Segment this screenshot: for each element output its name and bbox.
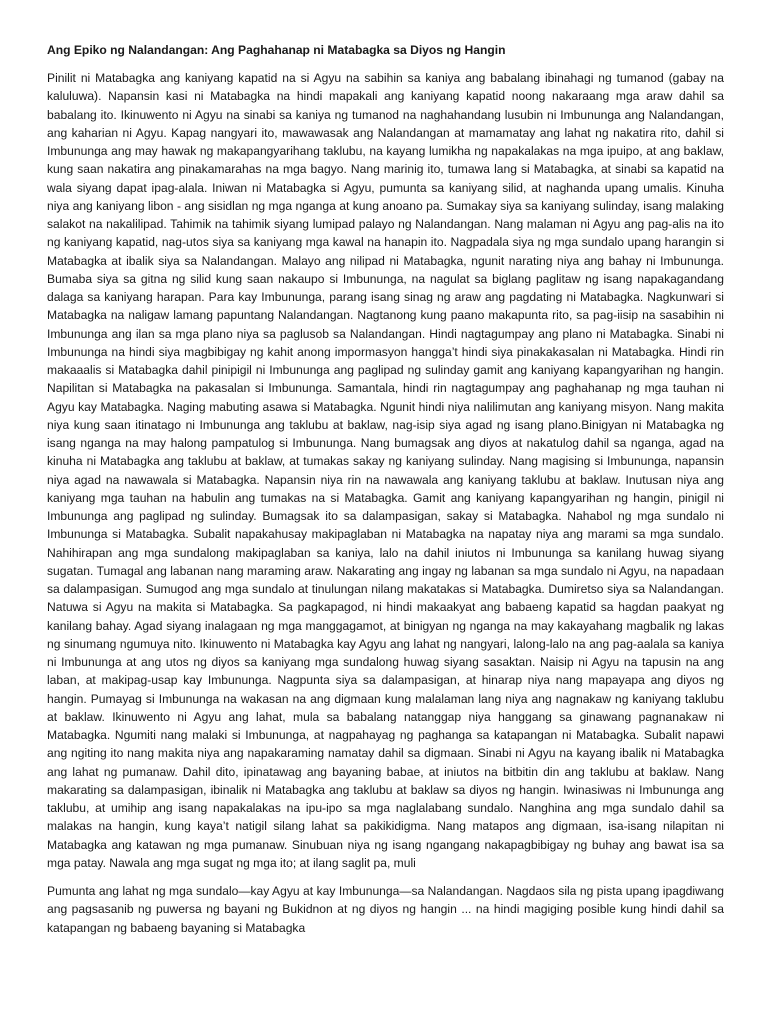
document-page — [47, 41, 724, 947]
paragraph-main: Pinilit ni Matabagka ang kaniyang kapatid na si Agyu na sabihin sa kaniya ang babalang ibinahagi ng tumanod (gabay na kaluluwa). Napansin kasi ni Matabagka na hindi mapakali ang kaniyang kapatid noong nakaraang mga araw dahil sa babalang ito. Ikinuwento ni Agyu na sinabi sa kaniya ng tumanod na naghahandang lusubin ni Imbununga ang Nalandangan, ang kaharian ni Agyu. Kapag nangyari ito, mawawasak ang Nalandangan at mamamatay ang lahat ng nakatira rito, dahil si Imbununga ang may hawak ng makapangyarihang taklubu, na kayang lumikha ng napakalakas na mga ipuipo, at ang baklaw, kung saan nakatira ang pinakamarahas na mga bagyo. Nang marinig ito, tumawa lang si Matabagka, at sinabi sa kapatid na wala siyang dapat ipag-alala. Iniwan ni Matabagka si Agyu, pumunta sa kaniyang silid, at naghanda upang umalis. Kinuha niya ang kaniyang libon - ang sisidlan ng mga nganga at kung anoano pa. Sumakay siya sa kaniyang sulinday, isang malaking salakot na nakalilipad. Tahimik na tahimik siyang lumipad palayo ng Nalandangan. Nang malaman ni Agyu ang pag-alis na ito ng kaniyang kapatid, nag-utos siya sa kaniyang mga kawal na hanapin ito. Nagpadala siya ng mga sundalo upang harangin si Matabagka at ibalik siya sa Nalandangan. Malayo ang nilipad ni Matabagka, ngunit narating niya ang bahay ni Imbununga. Bumaba siya sa gitna ng silid kung saan nakaupo si Imbununga, na nagulat sa biglang paglitaw ng isang napakagandang dalaga sa kaniyang harapan. Para kay Imbununga, parang isang sinag ng araw ang pagdating ni Matabagka. Nagkunwari si Matabagka na naligaw lamang papuntang Nalandangan. Nagtanong kung paano makapunta rito, sa pag-iisip na sasabihin ni Imbununga ang ilan sa mga plano niya sa paglusob sa Nalandangan. Hindi nagtagumpay ang plano ni Matabagka. Sinabi ni Imbununga na hindi siya magbibigay ng kahit anong impormasyon hangga’t hindi siya pinakakasalan ni Matabagka. Hindi rin makaaalis si Matabagka dahil pinipigil ni Imbununga ang paglipad ng sulinday gamit ang kaniyang kapangyarihan ng hangin. Napilitan si Matabagka na pakasalan si Imbununga. Samantala, hindi rin nagtagumpay ang paghahanap ng mga tauhan ni Agyu kay Matabagka. Naging mabuting asawa si Matabagka. Ngunit hindi niya nalilimutan ang kaniyang misyon. Nang makita niya kung saan itinatago ni Imbununga ang taklubu at baklaw, nag-isip siya agad ng isang plano.Binigyan ni Matabagka ng isang nganga na may halong pampatulog si Imbununga. Nang bumagsak ang diyos at nakatulog dahil sa nganga, agad na kinuha ni Matabagka ang taklubu at baklaw, at tumakas sakay ng kaniyang sulinday. Nang magising si Imbununga, napansin niya agad na nawawala si Matabagka. Napansin niya rin na nawawala ang kaniyang taklubu at baklaw. Inutusan niya ang kaniyang mga tauhan na habulin ang tumakas na si Matabagka. Gamit ang kaniyang kapangyarihan ng hangin, pinigil ni Imbununga ang paglipad ng sulinday. Bumagsak ito sa dalampasigan, sakay si Matabagka. Nahabol ng mga sundalo ni Imbununga si Matabagka. Subalit napakahusay makipaglaban ni Matabagka na napatay niya ang marami sa mga sundalo. Nahihirapan ang mga sundalong makipaglaban sa kaniya, lalo na dahil iniutos ni Imbununga sa kanilang huwag siyang sugatan. Tumagal ang labanan nang maraming araw. Nakarating ang ingay ng labanan sa mga sundalo ni Agyu, na napadaan sa dalampasigan. Sumugod ang mga sundalo at tinulungan nilang makatakas si Matabagka. Dumiretso siya sa Nalandangan. Natuwa si Agyu na makita si Matabagka. Sa pagkapagod, ni hindi makaakyat ang babaeng kapatid sa hagdan paakyat ng kanilang bahay. Agad siyang inalagaan ng mga manggagamot, at binigyan ng nganga na may kakayahang magbalik ng lakas ng sinumang ngumuya nito. Ikinuwento ni Matabagka kay Agyu ang lahat ng nangyari, lalong-lalo na ang pag-aalala sa kaniya ni Imbununga at ang utos ng diyos sa kaniyang mga sundalong huwag siyang sasaktan. Naisip ni Agyu na tapusin na ang laban, at makipag-usap kay Imbununga. Nagpunta siya sa dalampasigan, at hinarap niya nang mapayapa ang diyos ng hangin. Pumayag si Imbununga na wakasan na ang digmaan kung malalaman lang niya ang nagnakaw ng kaniyang taklubu at baklaw. Ikinuwento ni Agyu ang lahat, mula sa babalang natanggap niya hanggang sa ginawang pagnanakaw ni Matabagka. Ngumiti nang malaki si Imbununga, at nagpahayag ng paghanga sa katapangan ni Matabagka. Subalit napawi ang ngiting ito nang makita niya ang napakaraming namatay dahil sa digmaan. Sinabi ni Agyu na kayang ibalik ni Matabagka ang lahat ng pumanaw. Dahil dito, ipinatawag ang bayaning babae, at iniutos na bitbitin din ang taklubu at baklaw. Nang makarating sa dalampasigan, ibinalik ni Matabagka ang taklubu at baklaw sa diyos ng hangin. Iwinasiwas ni Imbununga ang taklubu, at umihip ang isang napakalakas na ipu-ipo sa mga naglalabang sundalo. Nanghina ang mga sundalo dahil sa malakas na hangin, kung kaya’t natigil silang lahat sa pakikidigma. Nang matapos ang digmaan, isa-isang nilapitan ni Matabagka ang katawan ng mga pumanaw. Sinubuan niya ng isang ngangang nakapagbibigay ng buhay ang bawat isa sa mga patay. Nawala ang mga sugat ng mga ito; at ilang saglit pa, muli — [47, 71, 724, 870]
paragraph-conclusion: Pumunta ang lahat ng mga sundalo—kay Agyu at kay Imbununga—sa Nalandangan. Nagdaos sila ng pista upang ipagdiwang ang pagsasanib ng puwersa ng bayani ng Bukidnon at ng diyos ng hangin ... na hindi magiging posible kung hindi dahil sa katapangan ng babaeng bayaning si Matabagka — [47, 884, 724, 935]
document-title: Ang Epiko ng Nalandangan: Ang Paghahanap ni Matabagka sa Diyos ng Hangin — [47, 43, 506, 57]
